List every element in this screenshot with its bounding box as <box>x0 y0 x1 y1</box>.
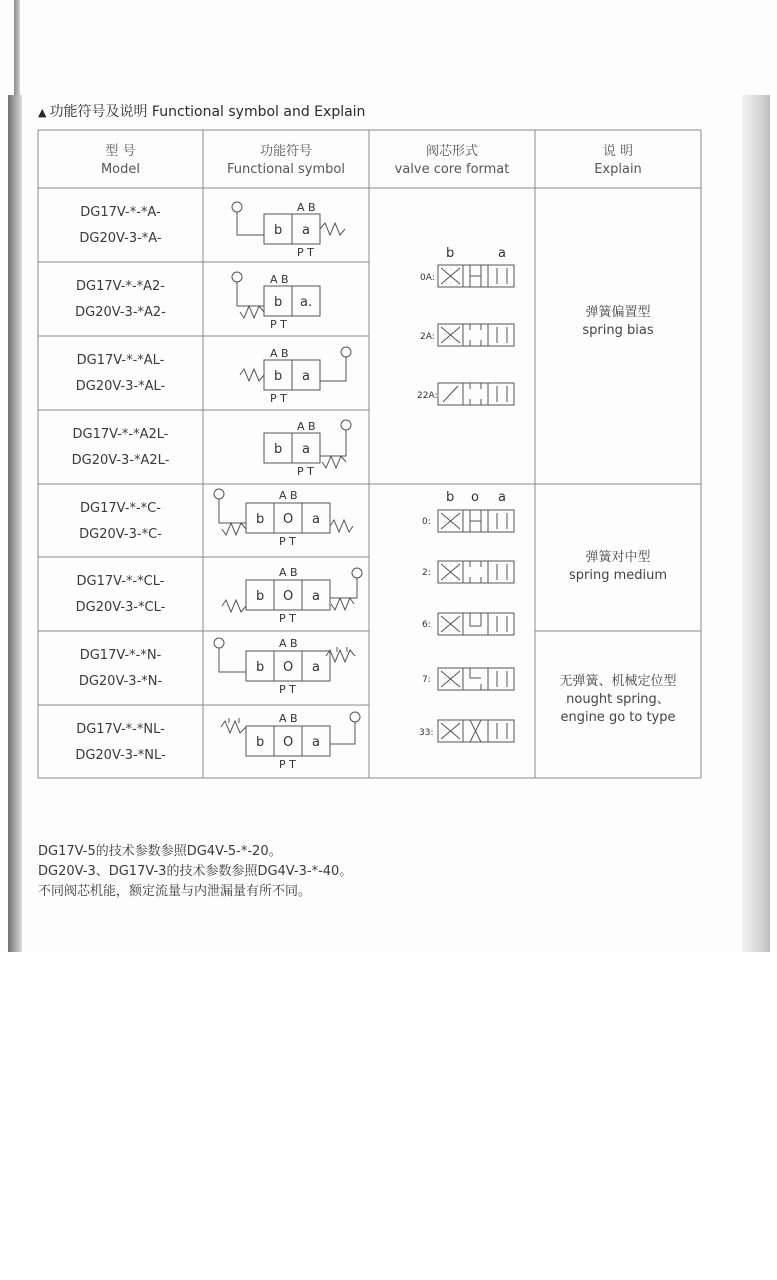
a-label: a <box>312 512 320 527</box>
a-label: a <box>312 589 320 604</box>
pt-label: P T <box>297 465 314 478</box>
header-valve-core: 阀芯形式 valve core format <box>394 144 510 177</box>
core-header-b: b <box>446 490 455 505</box>
ab-label: A B <box>279 637 298 650</box>
header-functional-symbol: 功能符号 Functional symbol <box>227 144 345 177</box>
ab-label: A B <box>270 273 289 286</box>
b-label: b <box>256 512 265 527</box>
core-22a <box>438 383 514 405</box>
pt-label: P T <box>270 392 287 405</box>
core-code: 6: <box>422 620 431 630</box>
a-label: a <box>312 735 320 750</box>
b-label: b <box>256 735 265 750</box>
model-cell: DG17V-*-*A- DG20V-3-*A- <box>79 205 162 246</box>
ab-label: A B <box>297 420 316 433</box>
b-label: b <box>274 442 283 457</box>
core-code: 0A: <box>420 273 435 283</box>
model-cell: DG17V-*-*C- DG20V-3-*C- <box>79 501 162 542</box>
model-cell: DG17V-*-*A2- DG20V-3-*A2- <box>75 279 166 320</box>
pt-label: P T <box>270 318 287 331</box>
core-code: 2: <box>422 568 431 578</box>
core-2a <box>438 324 514 346</box>
header-explain: 说 明 Explain <box>594 144 642 177</box>
core-code: 22A: <box>417 391 438 401</box>
model-cell: DG17V-*-*CL- DG20V-3-*CL- <box>75 574 166 615</box>
note-line: DG17V-5的技术参数参照DG4V-5-*-20。 <box>38 844 282 859</box>
b-label: b <box>274 295 283 310</box>
core-header-a: a <box>498 490 506 505</box>
core-code: 2A: <box>420 332 435 342</box>
o-label: O <box>283 660 294 675</box>
model-cell: DG17V-*-*AL- DG20V-3-*AL- <box>75 353 166 394</box>
core-header-a: a <box>498 246 506 261</box>
core-header-o: o <box>471 490 479 505</box>
model-cell: DG17V-*-*N- DG20V-3-*N- <box>78 648 163 689</box>
core-code: 7: <box>422 675 431 685</box>
core-0a <box>438 265 514 287</box>
b-label: b <box>274 223 283 238</box>
model-cell: DG17V-*-*A2L- DG20V-3-*A2L- <box>71 427 170 468</box>
a-label: a <box>302 369 310 384</box>
ab-label: A B <box>279 566 298 579</box>
pt-label: P T <box>279 612 296 625</box>
pt-label: P T <box>279 535 296 548</box>
ab-label: A B <box>297 201 316 214</box>
ab-label: A B <box>279 489 298 502</box>
b-label: b <box>256 660 265 675</box>
triangle-icon: ▲ <box>38 106 47 119</box>
note-line: 不同阀芯机能，额定流量与内泄漏量有所不同。 <box>38 884 312 899</box>
o-label: O <box>283 589 294 604</box>
model-cell: DG17V-*-*NL- DG20V-3-*NL- <box>75 722 166 763</box>
explain-spring-medium: 弹簧对中型 spring medium <box>568 550 668 583</box>
b-label: b <box>274 369 283 384</box>
note-line: DG20V-3、DG17V-3的技术参数参照DG4V-3-*-40。 <box>38 864 353 879</box>
a-label: a <box>302 223 310 238</box>
section-title: 功能符号及说明 Functional symbol and Explain <box>49 104 366 120</box>
ab-label: A B <box>270 347 289 360</box>
a-label: a. <box>300 295 313 310</box>
core-header-b: b <box>446 246 455 261</box>
pt-label: P T <box>279 758 296 771</box>
pt-label: P T <box>279 683 296 696</box>
core-0 <box>438 510 514 532</box>
a-label: a <box>302 442 310 457</box>
header-model: 型 号 Model <box>100 144 141 177</box>
core-6 <box>438 613 514 635</box>
core-2 <box>438 561 514 583</box>
o-label: O <box>283 735 294 750</box>
ab-label: A B <box>279 712 298 725</box>
explain-spring-bias: 弹簧偏置型 spring bias <box>582 305 654 338</box>
core-33 <box>438 720 514 742</box>
explain-nought-spring: 无弹簧、机械定位型 nought spring、 engine go to type <box>559 674 677 725</box>
core-7 <box>438 668 514 690</box>
core-code: 33: <box>419 728 434 738</box>
a-label: a <box>312 660 320 675</box>
core-code: 0: <box>422 517 431 527</box>
b-label: b <box>256 589 265 604</box>
pt-label: P T <box>297 246 314 259</box>
o-label: O <box>283 512 294 527</box>
